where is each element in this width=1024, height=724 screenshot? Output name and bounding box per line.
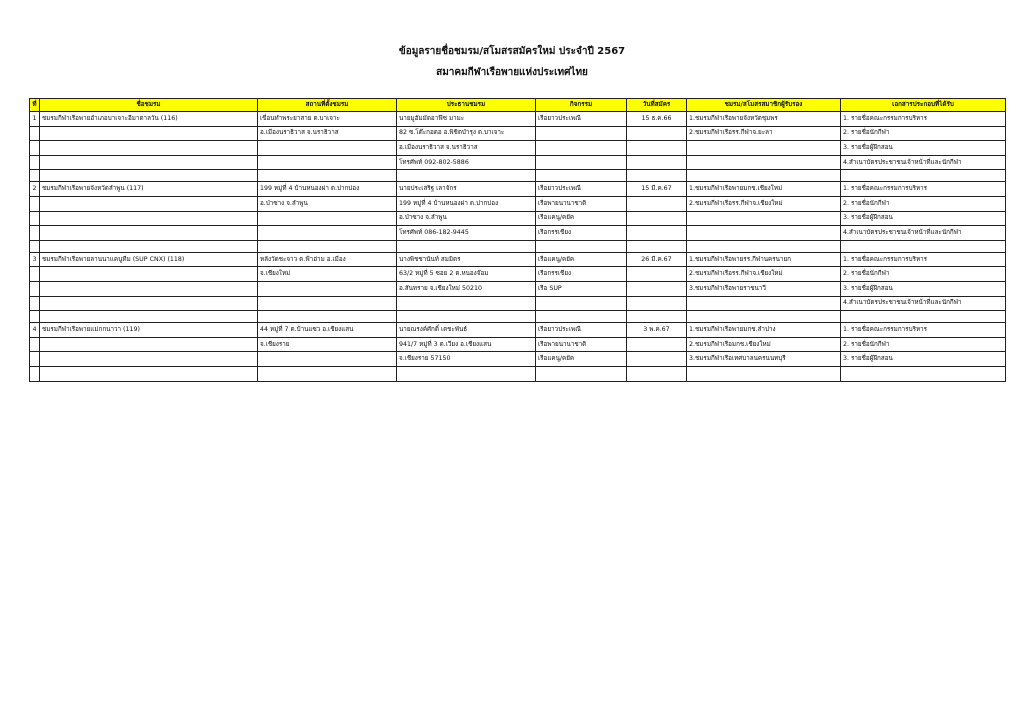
col-endorsing-clubs-cell: 2.ชมรมกีฬาเรือรร.กีฬาจ.ยะลา <box>687 126 841 141</box>
table-row <box>30 112 1006 127</box>
col-president-cell: อ.ป่าซาง จ.ลำพูน <box>397 211 536 226</box>
col-president-cell: 199 หมู่ที่ 4 บ้านหนองผ่า ต.ปากบ่อง <box>397 196 536 211</box>
col-no-cell <box>30 296 40 311</box>
col-club-name-cell: ชมรมกีฬาเรือพายจังหวัดลำพูน (117) <box>40 182 258 197</box>
col-club-name-cell <box>40 226 258 241</box>
col-no-header: ที่ <box>30 99 40 112</box>
empty-cell <box>258 240 397 252</box>
empty-cell <box>536 311 627 323</box>
col-activity-cell <box>536 366 627 381</box>
col-location-cell <box>258 226 397 241</box>
col-president-cell: 63/2 หมู่ที่ 5 ซอย 2 ต.หนองจ๊อม <box>397 267 536 282</box>
col-date-cell <box>627 366 687 381</box>
col-activity-cell: เรือ SUP <box>536 281 627 296</box>
col-club-name-cell <box>40 281 258 296</box>
col-activity-cell: เรือแคนู/คยัค <box>536 252 627 267</box>
col-president-cell: นายมูฮัมมัดอาฟีซ มามะ <box>397 112 536 127</box>
table-row <box>30 323 1006 338</box>
col-club-name-header: ชื่อชมรม <box>40 99 258 112</box>
col-president-cell: อ.เมืองนราธิวาส จ.นราธิวาส <box>397 141 536 156</box>
col-date-cell <box>627 337 687 352</box>
col-club-name-cell <box>40 267 258 282</box>
empty-cell <box>841 311 1006 323</box>
empty-cell <box>627 311 687 323</box>
col-endorsing-clubs-cell <box>687 211 841 226</box>
col-location-header: สถานที่ตั้งชมรม <box>258 99 397 112</box>
empty-cell <box>841 170 1006 182</box>
col-president-cell: จ.เชียงราย 57150 <box>397 352 536 367</box>
col-activity-cell <box>536 126 627 141</box>
col-endorsing-clubs-cell: 2.ชมรมกีฬาเรือรร.กีฬาจ.เชียงใหม่ <box>687 196 841 211</box>
empty-cell <box>627 240 687 252</box>
empty-cell <box>30 311 40 323</box>
col-location-cell: อ.ป่าซาง จ.ลำพูน <box>258 196 397 211</box>
col-no-cell <box>30 226 40 241</box>
col-endorsing-clubs-cell: 1.ชมรมกีฬาเรือพายจังหวัดชุมพร <box>687 112 841 127</box>
col-activity-cell: เรือกรรเชียง <box>536 226 627 241</box>
col-activity-cell: เรือพายนานาชาติ <box>536 337 627 352</box>
table-row <box>30 267 1006 282</box>
col-date-cell: 26 มี.ค.67 <box>627 252 687 267</box>
col-date-cell <box>627 196 687 211</box>
col-no-cell <box>30 281 40 296</box>
col-location-cell: อ.เมืองนราธิวาส จ.นราธิวาส <box>258 126 397 141</box>
col-date-cell <box>627 226 687 241</box>
col-club-name-cell <box>40 141 258 156</box>
spacer-row <box>30 240 1006 252</box>
table-row <box>30 196 1006 211</box>
col-endorsing-clubs-cell <box>687 155 841 170</box>
empty-cell <box>397 311 536 323</box>
table-row <box>30 182 1006 197</box>
col-date-cell <box>627 281 687 296</box>
col-activity-cell: เรือกรรเชียง <box>536 267 627 282</box>
col-location-cell <box>258 296 397 311</box>
col-location-cell <box>258 211 397 226</box>
col-documents-cell: 3. รายชื่อผู้ฝึกสอน <box>841 211 1006 226</box>
table-row <box>30 141 1006 156</box>
document-title: ข้อมูลรายชื่อชมรม/สโมสรสมัครใหม่ ประจำปี 2567 <box>398 46 626 57</box>
col-documents-cell: 3. รายชื่อผู้ฝึกสอน <box>841 352 1006 367</box>
col-club-name-cell <box>40 296 258 311</box>
empty-cell <box>258 311 397 323</box>
col-no-cell <box>30 352 40 367</box>
table-row <box>30 281 1006 296</box>
col-president-cell: 941/7 หมู่ที่ 3 ต.เวียง อ.เชียงแสน <box>397 337 536 352</box>
col-activity-cell: เรือพายนานาชาติ <box>536 196 627 211</box>
table-row <box>30 155 1006 170</box>
empty-cell <box>397 170 536 182</box>
col-activity-cell: เรือแคนู/คยัค <box>536 352 627 367</box>
col-location-cell <box>258 352 397 367</box>
col-club-name-cell: ชมรมกีฬาเรือพายลานนาแคนูทีม (SUP CNX) (118) <box>40 252 258 267</box>
empty-cell <box>627 170 687 182</box>
table-row <box>30 126 1006 141</box>
col-documents-cell: 1. รายชื่อคณะกรรมการบริหาร <box>841 112 1006 127</box>
table-row <box>30 211 1006 226</box>
col-president-cell <box>397 366 536 381</box>
col-documents-cell: 2. รายชื่อนักกีฬา <box>841 267 1006 282</box>
empty-cell <box>687 170 841 182</box>
col-activity-cell: เรือยาวประเพณี <box>536 182 627 197</box>
col-location-cell <box>258 155 397 170</box>
col-documents-cell: 1. รายชื่อคณะกรรมการบริหาร <box>841 323 1006 338</box>
col-date-cell <box>627 126 687 141</box>
empty-cell <box>30 170 40 182</box>
col-location-cell: เขื่อนทำพระยาสาย ต.บาเจาะ <box>258 112 397 127</box>
col-documents-cell: 4.สำเนาบัตรประชาชนเจ้าหน้าที่และนักกีฬา <box>841 296 1006 311</box>
col-president-cell: โทรศัพท์ 086-182-9445 <box>397 226 536 241</box>
col-president-header: ประธานชมรม <box>397 99 536 112</box>
empty-cell <box>40 240 258 252</box>
empty-cell <box>536 240 627 252</box>
col-no-cell: 3 <box>30 252 40 267</box>
col-location-cell: หลังวัดชะจาว ต.ฟ้าฮ่าม อ.เมือง <box>258 252 397 267</box>
empty-cell <box>841 240 1006 252</box>
col-date-cell <box>627 155 687 170</box>
col-documents-cell: 1. รายชื่อคณะกรรมการบริหาร <box>841 182 1006 197</box>
empty-cell <box>687 311 841 323</box>
col-location-cell <box>258 141 397 156</box>
col-activity-cell: เรือแคนู/คยัค <box>536 211 627 226</box>
col-no-cell <box>30 155 40 170</box>
col-president-cell: นางพิชชานันท์ สมมิตร <box>397 252 536 267</box>
col-activity-cell: เรือยาวประเพณี <box>536 323 627 338</box>
col-location-cell <box>258 281 397 296</box>
col-activity-cell <box>536 296 627 311</box>
col-club-name-cell <box>40 211 258 226</box>
col-president-cell: นายณรงค์ศักดิ์ เตชะพันธ์ <box>397 323 536 338</box>
table-row <box>30 226 1006 241</box>
col-location-cell: จ.เชียงใหม่ <box>258 267 397 282</box>
col-no-cell <box>30 141 40 156</box>
col-location-cell <box>258 366 397 381</box>
col-documents-cell: 1. รายชื่อคณะกรรมการบริหาร <box>841 252 1006 267</box>
col-date-cell: 15 มี.ค.67 <box>627 182 687 197</box>
table-row <box>30 366 1006 381</box>
col-no-cell: 1 <box>30 112 40 127</box>
col-documents-cell: 2. รายชื่อนักกีฬา <box>841 126 1006 141</box>
col-documents-cell: 3. รายชื่อผู้ฝึกสอน <box>841 141 1006 156</box>
col-no-cell <box>30 366 40 381</box>
col-club-name-cell <box>40 196 258 211</box>
col-endorsing-clubs-cell: 2.ชมรมกีฬาเรือรร.กีฬาจ.เชียงใหม่ <box>687 267 841 282</box>
empty-cell <box>536 170 627 182</box>
col-activity-cell <box>536 155 627 170</box>
col-no-cell: 4 <box>30 323 40 338</box>
col-endorsing-clubs-cell: 3.ชมรมกีฬาเรือเทศบาลนครนนทบุรี <box>687 352 841 367</box>
col-endorsing-clubs-header: ชมรม/สโมสรสมาชิกผู้รับรอง <box>687 99 841 112</box>
col-documents-cell: 2. รายชื่อนักกีฬา <box>841 196 1006 211</box>
col-no-cell <box>30 211 40 226</box>
col-date-cell: 3 พ.ค.67 <box>627 323 687 338</box>
col-president-cell: โทรศัพท์ 092-802-5886 <box>397 155 536 170</box>
empty-cell <box>40 311 258 323</box>
col-documents-cell: 4.สำเนาบัตรประชาชนเจ้าหน้าที่และนักกีฬา <box>841 226 1006 241</box>
col-club-name-cell: ชมรมกีฬาเรือพายอำเภอบาเจาะอีมาตาลวัน (116) <box>40 112 258 127</box>
col-activity-cell: เรือยาวประเพณี <box>536 112 627 127</box>
col-endorsing-clubs-cell: 1.ชมรมกีฬาเรือพายมกช.ลำปาง <box>687 323 841 338</box>
col-president-cell: อ.สันทราย จ.เชียงใหม่ 50210 <box>397 281 536 296</box>
col-activity-cell <box>536 141 627 156</box>
empty-cell <box>397 240 536 252</box>
col-no-cell <box>30 126 40 141</box>
col-date-cell <box>627 141 687 156</box>
table-row <box>30 296 1006 311</box>
col-no-cell <box>30 196 40 211</box>
table-row <box>30 252 1006 267</box>
table-row <box>30 352 1006 367</box>
col-endorsing-clubs-cell <box>687 141 841 156</box>
col-endorsing-clubs-cell <box>687 296 841 311</box>
empty-cell <box>40 170 258 182</box>
col-no-cell <box>30 267 40 282</box>
col-endorsing-clubs-cell: 1.ชมรมกีฬาเรือพายรร.กีฬานครนายก <box>687 252 841 267</box>
col-documents-cell: 4.สำเนาบัตรประชาชนเจ้าหน้าที่และนักกีฬา <box>841 155 1006 170</box>
col-documents-header: เอกสารประกอบที่ได้รับ <box>841 99 1006 112</box>
col-club-name-cell: ชมรมกีฬาเรือพายแม่กกนาวา (119) <box>40 323 258 338</box>
club-registration-table <box>29 98 1006 382</box>
table-header-row <box>30 99 1006 112</box>
col-documents-cell: 2. รายชื่อนักกีฬา <box>841 337 1006 352</box>
col-date-cell <box>627 296 687 311</box>
col-club-name-cell <box>40 337 258 352</box>
table-body <box>30 112 1006 382</box>
document-subtitle: สมาคมกีฬาเรือพายแห่งประเทศไทย <box>436 67 588 78</box>
spacer-row <box>30 170 1006 182</box>
spacer-row <box>30 311 1006 323</box>
col-club-name-cell <box>40 126 258 141</box>
col-documents-cell <box>841 366 1006 381</box>
col-endorsing-clubs-cell: 2.ชมรมกีฬาเรือมกช.เชียงใหม่ <box>687 337 841 352</box>
col-date-cell <box>627 352 687 367</box>
empty-cell <box>687 240 841 252</box>
col-endorsing-clubs-cell: 3.ชมรมกีฬาเรือพายราชนาวี <box>687 281 841 296</box>
col-no-cell: 2 <box>30 182 40 197</box>
empty-cell <box>258 170 397 182</box>
col-club-name-cell <box>40 352 258 367</box>
col-location-cell: 44 หมู่ที่ 7 ต.บ้านแซว อ.เชียงแสน <box>258 323 397 338</box>
col-endorsing-clubs-cell <box>687 226 841 241</box>
col-endorsing-clubs-cell <box>687 366 841 381</box>
col-date-cell: 15 ธ.ค.66 <box>627 112 687 127</box>
col-no-cell <box>30 337 40 352</box>
col-president-cell: 82 ซ.โต๊ะกอดอ อ.พิชิตบำรุง ต.บาเจาะ <box>397 126 536 141</box>
table-row <box>30 337 1006 352</box>
col-date-cell <box>627 267 687 282</box>
col-location-cell: 199 หมู่ที่ 4 บ้านหนองผ่า ต.ปากบ่อง <box>258 182 397 197</box>
col-location-cell: จ.เชียงราย <box>258 337 397 352</box>
empty-cell <box>30 240 40 252</box>
col-president-cell: นายประเสริฐ เลาจักร <box>397 182 536 197</box>
col-date-header: วันที่สมัคร <box>627 99 687 112</box>
col-activity-header: กิจกรรม <box>536 99 627 112</box>
col-documents-cell: 3. รายชื่อผู้ฝึกสอน <box>841 281 1006 296</box>
col-club-name-cell <box>40 155 258 170</box>
col-endorsing-clubs-cell: 1.ชมรมกีฬาเรือพายมกช.เชียงใหม่ <box>687 182 841 197</box>
col-club-name-cell <box>40 366 258 381</box>
col-date-cell <box>627 211 687 226</box>
col-president-cell <box>397 296 536 311</box>
